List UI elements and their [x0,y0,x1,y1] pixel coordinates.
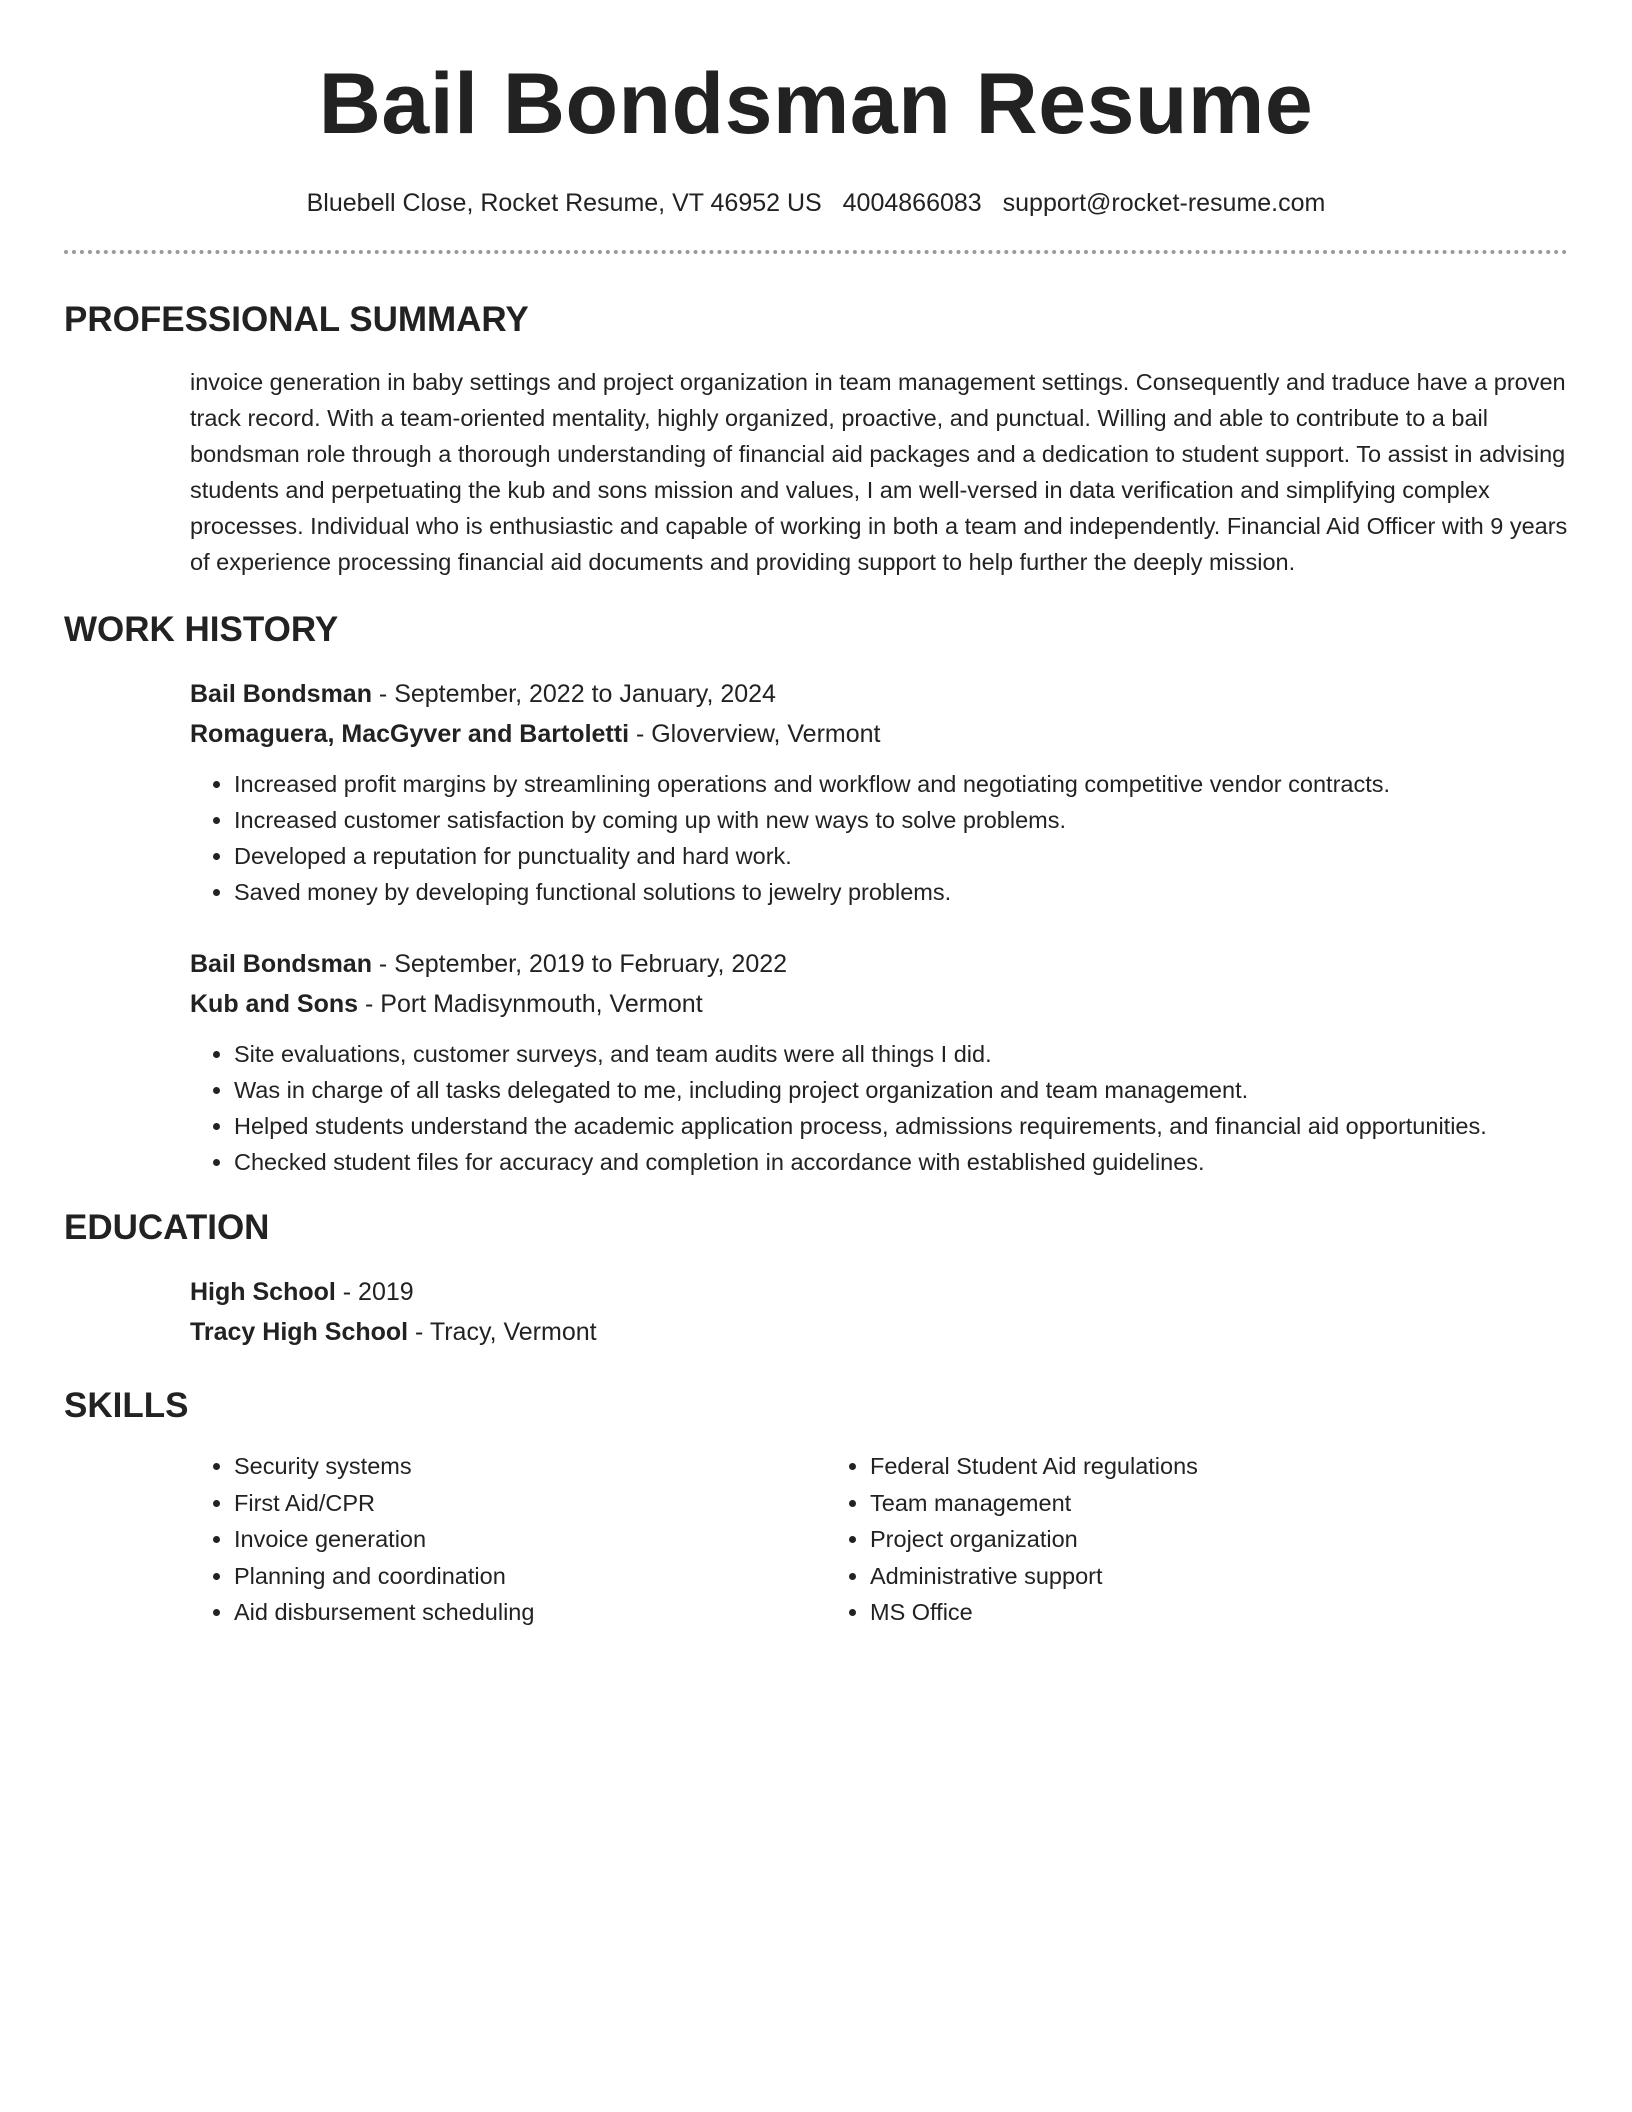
section-title-skills: SKILLS [64,1386,189,1425]
skills-section [64,1448,1568,1631]
job-dates: - September, 2022 to January, 2024 [371,680,776,708]
list-item: • Checked student files for accuracy and completion in accordance with established guidelines. [234,1144,1568,1180]
contact-phone: 4004866083 [842,189,982,217]
job-title-line [190,674,1568,714]
section-title-work-history: WORK HISTORY [64,610,339,649]
list-item: • Increased profit margins by streamlining operations and workflow and negotiating competitive vendor contracts. [234,766,1568,802]
list-item: • Site evaluations, customer surveys, and team audits were all things I did. [234,1036,1568,1072]
job-title-line [190,944,1568,984]
job-location: - Gloverview, Vermont [629,720,881,748]
list-item: • Developed a reputation for punctuality and hard work. [234,838,1568,874]
job-company: Kub and Sons [190,990,359,1018]
list-item: • Invoice generation [234,1521,826,1558]
contact-line [64,186,1568,220]
contact-email: support@rocket-resume.com [1002,189,1326,217]
list-item: • Project organization [870,1521,1462,1558]
education-section [64,1272,1568,1352]
job-role: Bail Bondsman [190,950,372,978]
skills-list-right [826,1448,1462,1631]
contact-address: Bluebell Close, Rocket Resume, VT 46952 US [306,189,822,217]
work-history-section [64,674,1568,1180]
list-item: • Helped students understand the academic application process, admissions requirements, and financial aid opportunities. [234,1108,1568,1144]
job-role: Bail Bondsman [190,680,372,708]
job-entry [190,674,1568,910]
header-divider [64,250,1568,254]
list-item: • Planning and coordination [234,1558,826,1595]
job-company-line [190,984,1568,1024]
section-title-education: EDUCATION [64,1208,270,1247]
list-item: • Federal Student Aid regulations [870,1448,1462,1485]
list-item: • Security systems [234,1448,826,1485]
summary-text: invoice generation in baby settings and project organization in team management settings. Consequently and traduce have a proven track record. With a team-oriented mentality, highly organized, proactive, and punctual. Willing and able to contribute to a bail bondsman role through a thorough understanding of financial aid packages and a dedication to student support. To assist in advising students and perpetuating the kub and sons mission and values, I am well-versed in data verification and simplifying complex processes. Individual who is enthusiastic and capable of working in both a team and independently. Financial Aid Officer with 9 years of experience processing financial aid documents and providing support to help further the deeply mission. [190,369,1568,575]
list-item: • Administrative support [870,1558,1462,1595]
job-company: Romaguera, MacGyver and Bartoletti [190,720,630,748]
skills-list-left [190,1448,826,1631]
job-company-line [190,714,1568,754]
job-bullets [190,1036,1568,1180]
list-item: • Aid disbursement scheduling [234,1594,826,1631]
education-degree: High School [190,1278,336,1306]
list-item: • Saved money by developing functional solutions to jewelry problems. [234,874,1568,910]
list-item: • Was in charge of all tasks delegated to me, including project organization and team management. [234,1072,1568,1108]
summary-section [64,364,1568,580]
job-entry [190,944,1568,1180]
resume-title: Bail Bondsman Resume [318,56,1314,152]
list-item: • MS Office [870,1594,1462,1631]
list-item: • Team management [870,1485,1462,1522]
section-title-summary: PROFESSIONAL SUMMARY [64,300,529,339]
education-school: Tracy High School [190,1318,409,1346]
job-bullets [190,766,1568,910]
education-school-line [190,1312,1568,1352]
education-year: - 2019 [335,1278,414,1306]
list-item: • First Aid/CPR [234,1485,826,1522]
list-item: • Increased customer satisfaction by coming up with new ways to solve problems. [234,802,1568,838]
education-location: - Tracy, Vermont [408,1318,597,1346]
job-location: - Port Madisynmouth, Vermont [358,990,703,1018]
job-dates: - September, 2019 to February, 2022 [371,950,788,978]
education-degree-line [190,1272,1568,1312]
resume-header [64,0,1568,220]
